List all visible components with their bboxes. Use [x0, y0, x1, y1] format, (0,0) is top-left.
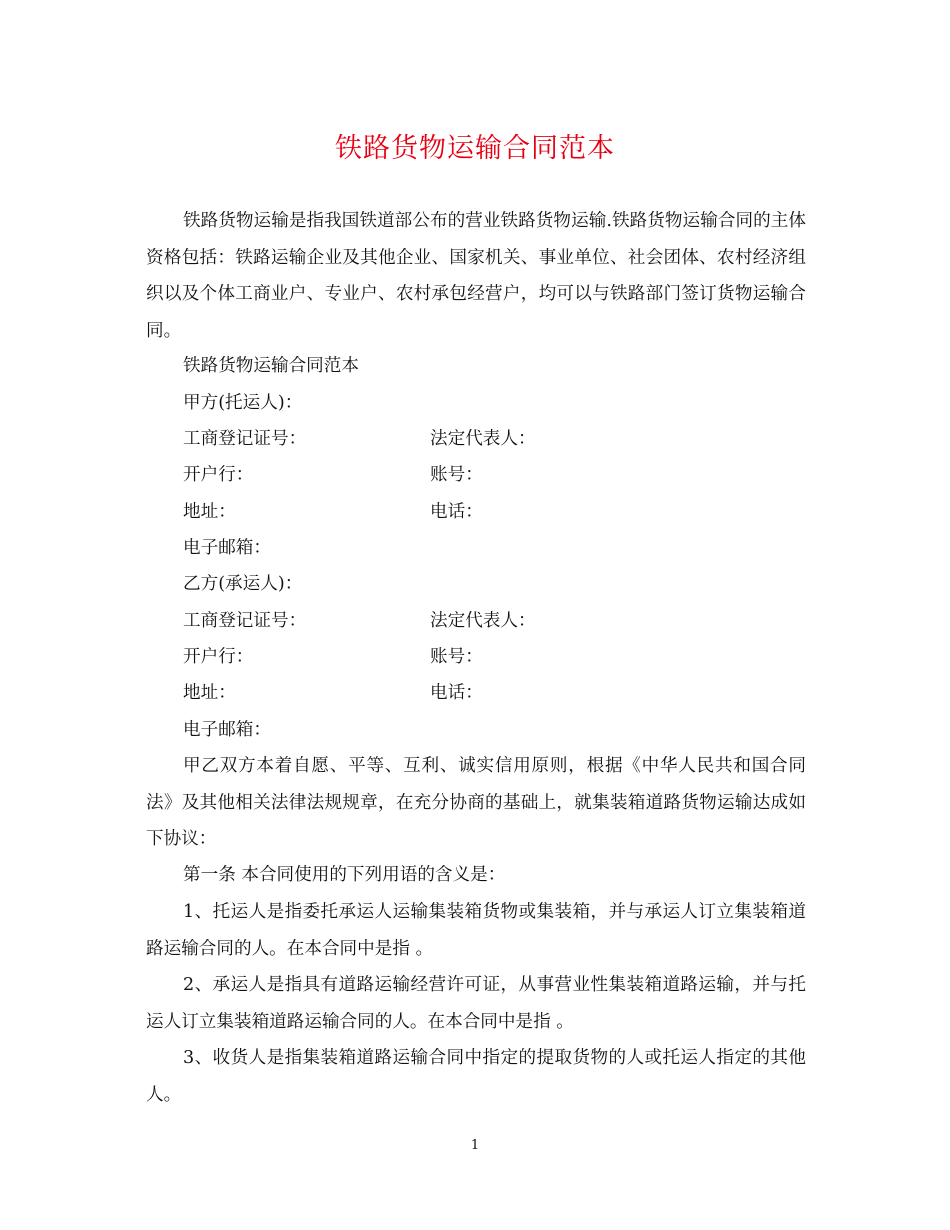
- party-b-rep-label: 法定代表人：: [430, 611, 536, 631]
- contract-subtitle: 铁路货物运输合同范本: [183, 356, 359, 376]
- party-a-phone-label: 电话：: [430, 502, 483, 522]
- party-a-reg-label: 工商登记证号：: [183, 429, 307, 449]
- clause-3: 3、收货人是指集装箱道路运输合同中指定的提取货物的人或托运人指定的其他人。: [146, 1048, 806, 1105]
- party-b-email-label: 电子邮箱：: [183, 720, 271, 740]
- agreement-paragraph: 甲乙双方本着自愿、平等、互利、诚实信用原则，根据《中华人民共和国合同法》及其他相关法律法规规章，在充分协商的基础上，就集装箱道路货物运输达成如下协议：: [146, 756, 806, 849]
- party-a-rep-label: 法定代表人：: [430, 429, 536, 449]
- clause-1: 1、托运人是指委托承运人运输集装箱货物或集装箱，并与承运人订立集装箱道路运输合同的人。在本合同中是指 。: [146, 902, 806, 959]
- page-number: 1: [470, 1138, 480, 1153]
- party-a-bank-label: 开户行：: [183, 465, 254, 485]
- clause-2: 2、承运人是指具有道路运输经营许可证，从事营业性集装箱道路运输，并与托运人订立集装箱道路运输合同的人。在本合同中是指 。: [146, 975, 806, 1032]
- party-b-account-label: 账号：: [430, 647, 483, 667]
- party-a-address-label: 地址：: [183, 502, 236, 522]
- party-a-heading: 甲方(托运人)：: [183, 393, 303, 413]
- article1-heading: 第一条 本合同使用的下列用语的含义是：: [183, 865, 506, 885]
- party-b-address-label: 地址：: [183, 683, 236, 703]
- party-b-bank-label: 开户行：: [183, 647, 254, 667]
- party-a-account-label: 账号：: [430, 465, 483, 485]
- party-b-heading: 乙方(承运人)：: [183, 574, 303, 594]
- party-b-phone-label: 电话：: [430, 683, 483, 703]
- party-a-email-label: 电子邮箱：: [183, 538, 271, 558]
- intro-paragraph: 铁路货物运输是指我国铁道部公布的营业铁路货物运输.铁路货物运输合同的主体资格包括：铁路运输企业及其他企业、国家机关、事业单位、社会团体、农村经济组织以及个体工商业户、专业户、农村承包经营户，均可以与铁路部门签订货物运输合同。: [146, 211, 806, 341]
- document-title: 铁路货物运输合同范本: [335, 133, 615, 164]
- party-b-reg-label: 工商登记证号：: [183, 611, 307, 631]
